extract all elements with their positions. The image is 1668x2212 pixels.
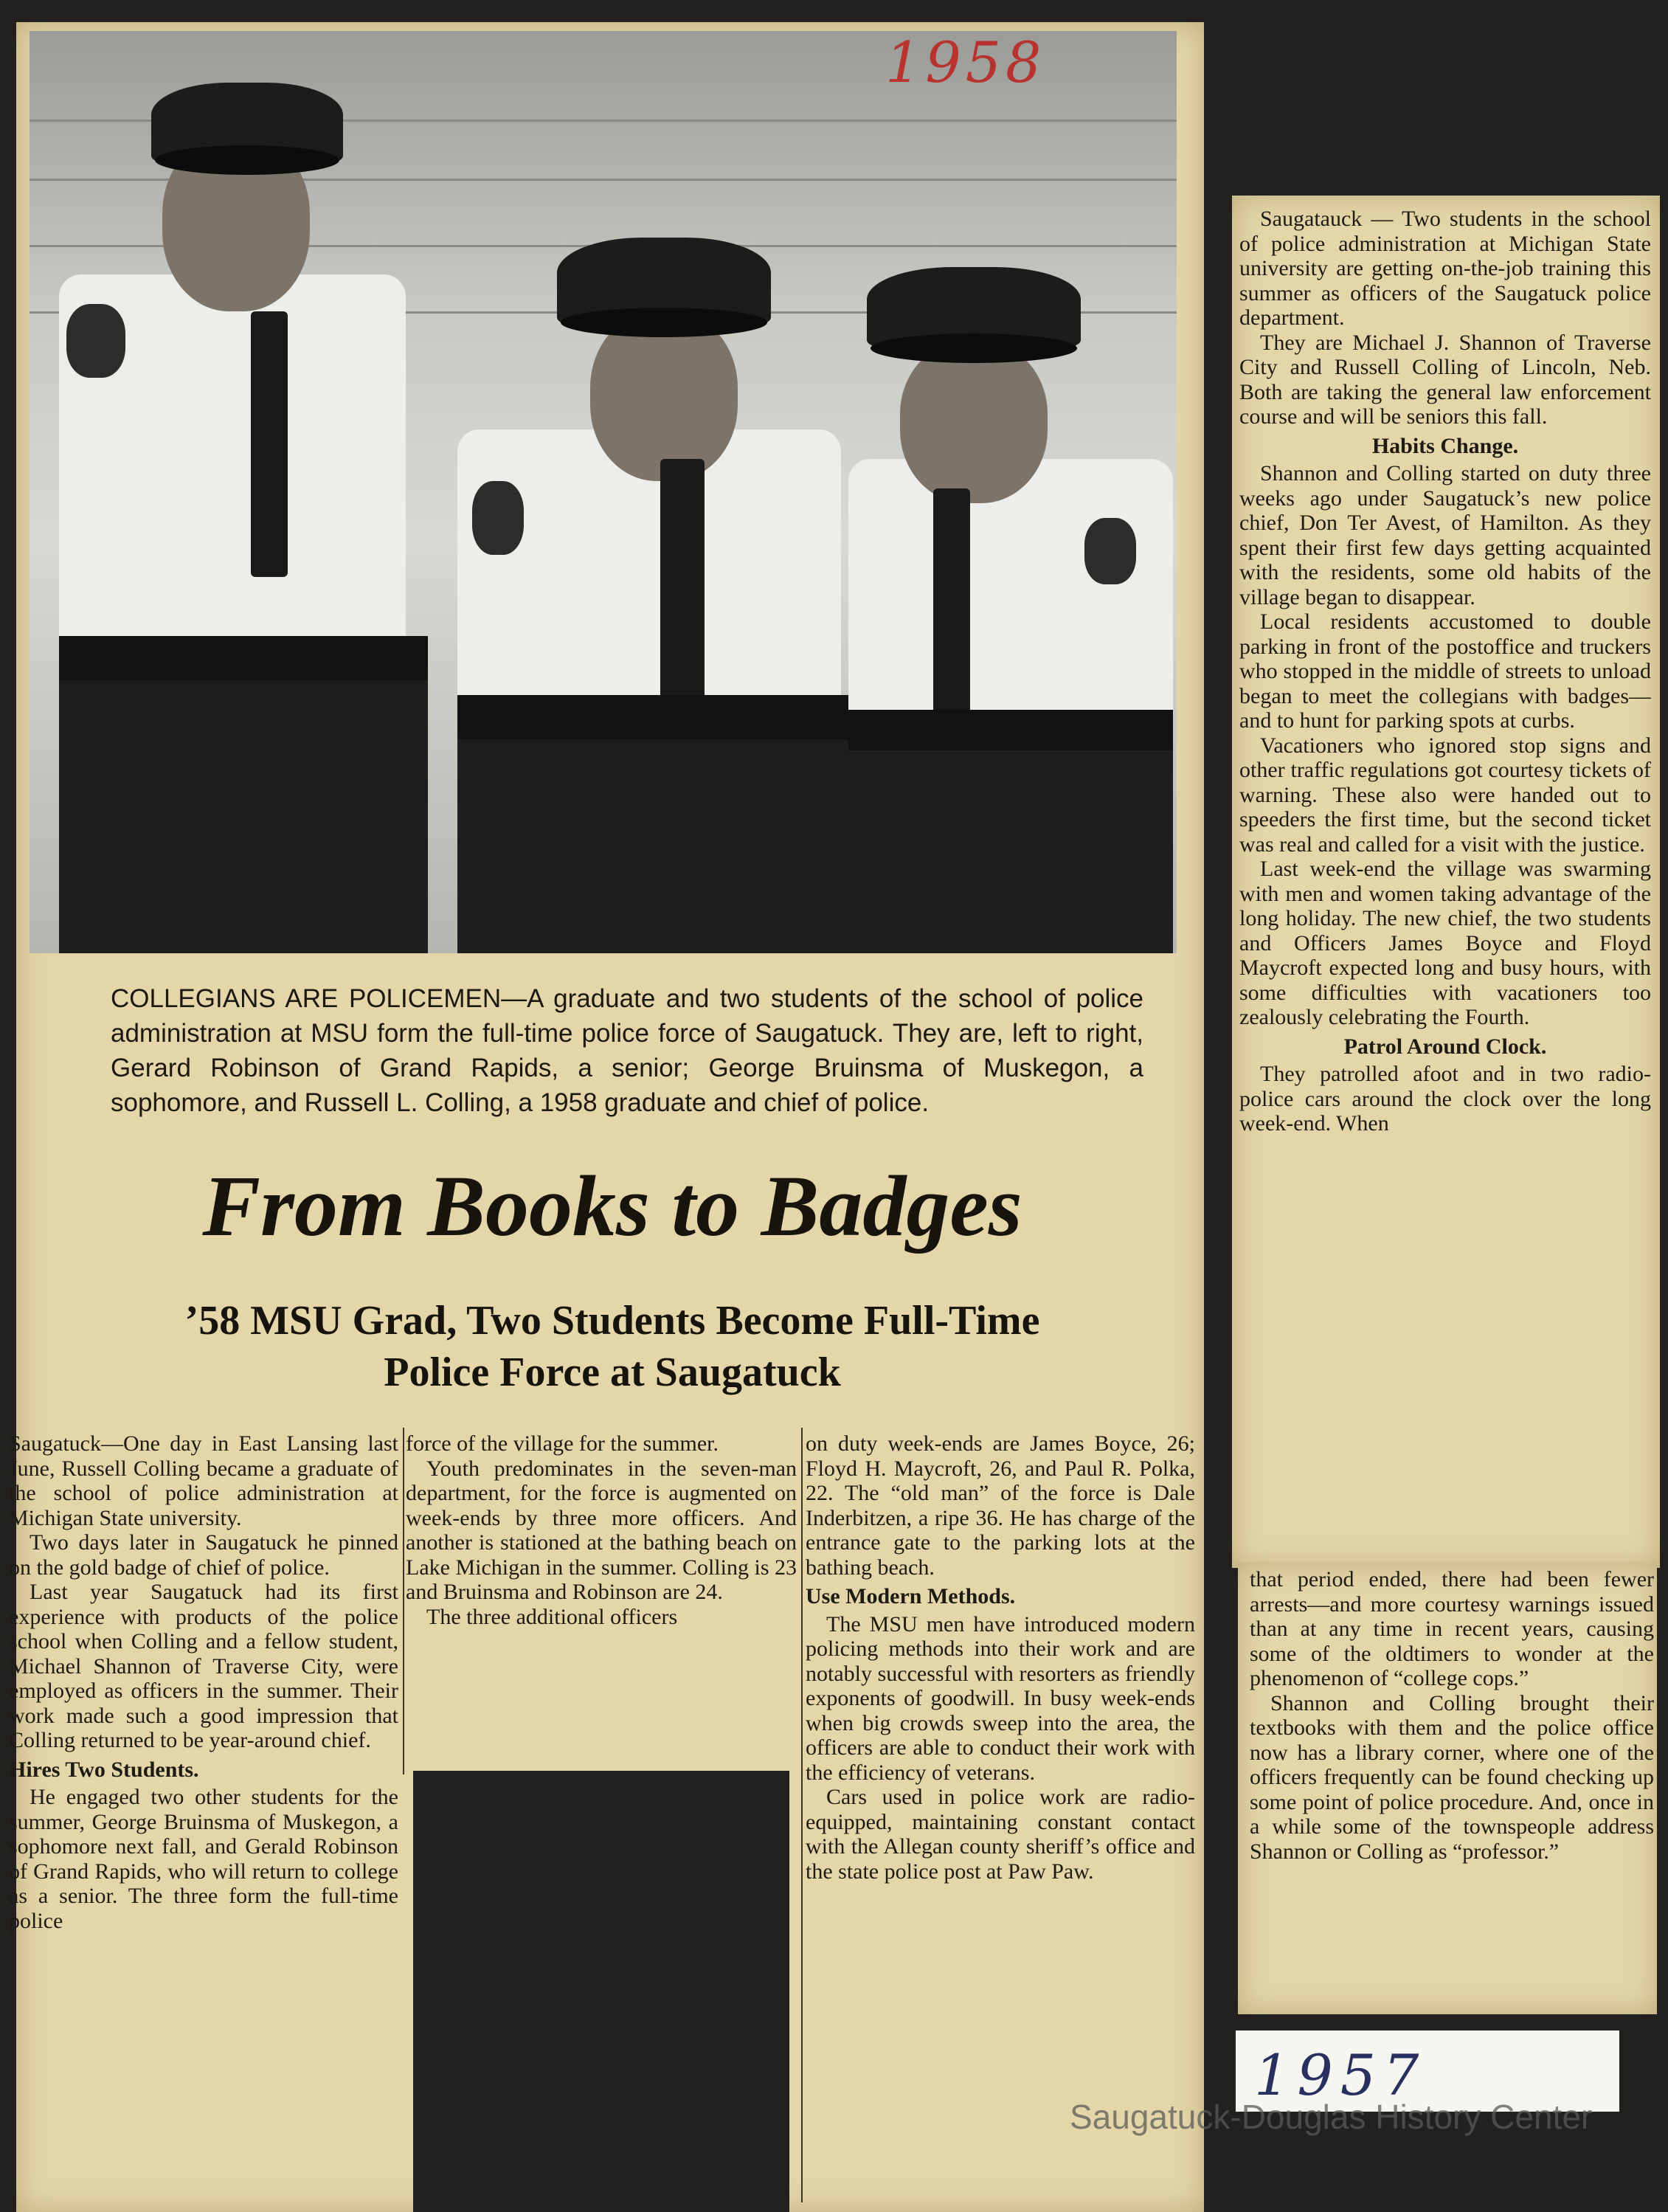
subheadline (44, 1295, 1180, 1398)
paragraph: Last week-end the village was swarming with men and women taking advantage of the long holiday. The new chief, the two students and Officers James Boyce and Floyd Maycroft expected long and busy hours, with some difficulties with vacationers too zealously celebrating the Fourth. (1239, 857, 1651, 1029)
paragraph: Shannon and Colling started on duty three weeks ago under Saugatuck’s new police chief, Don Ter Avest, of Hamilton. As they spent their first few days getting acquainted with the residents, some old habits of the village began to disappear. (1239, 461, 1651, 609)
paragraph: Vacationers who ignored stop signs and other traffic regulations got courtesy tickets of warning. These also were handed out to speeders the first time, but the second ticket was real and called for a visit with the justice. (1239, 733, 1651, 857)
paragraph: Cars used in police work are radio-equipped, maintaining constant contact with the Allegan county sheriff’s office and the state police post at Paw Paw. (806, 1785, 1195, 1884)
section-heading: Habits Change. (1371, 433, 1519, 458)
column-rule (801, 1428, 803, 2202)
paragraph: They are Michael J. Shannon of Traverse City and Russell Colling of Lincoln, Neb. Both are taking the general law enforcement course and will be seniors this fall. (1239, 330, 1651, 429)
paragraph: He engaged two other students for the summer, George Bruinsma of Muskegon, a sophomore next fall, and Gerald Robinson of Grand Rapids, who will return to college as a senior. The three form the full-time police (9, 1785, 398, 1933)
side-article-column-2 (1250, 1567, 1654, 2010)
paragraph: that period ended, there had been fewer arrests—and more courtesy warnings issued than at any time in recent years, causing some of the oldtimers to wonder at the phenomenon of “college cops.” (1250, 1567, 1654, 1690)
article-column-3 (806, 1431, 1195, 2199)
paragraph: Two days later in Saugatuck he pinned on the gold badge of chief of police. (9, 1530, 398, 1580)
article-column-2 (406, 1431, 797, 1778)
paragraph: force of the village for the summer. (406, 1431, 719, 1456)
paragraph: The three additional officers (426, 1604, 678, 1629)
subheadline-line-1: ’58 MSU Grad, Two Students Become Full-Time (184, 1298, 1040, 1344)
paragraph: Local residents accustomed to double parking in front of the postoffice and truckers who stopped in the middle of streets to unload began to meet the collegians with badges—and to hunt for parking spots at curbs. (1239, 609, 1651, 733)
side-article-column-1 (1239, 207, 1651, 1557)
photo-caption: COLLEGIANS ARE POLICEMEN—A graduate and two students of the school of police administration at MSU form the full-time police force of Saugatuck. They are, left to right, Gerard Robinson of Grand Rapids, a senior; George Bruinsma of Muskegon, a sophomore, and Russell L. Colling, a 1958 graduate and chief of police. (111, 984, 1143, 1117)
paragraph: Shannon and Colling brought their textbooks with them and the police office now has a library corner, where one of the officers frequently can be found checking up some point of police procedure. And, once in a while some of the townspeople address Shannon or Colling as “professor.” (1250, 1690, 1654, 1864)
paragraph: The MSU men have introduced modern policing methods into their work and are notably successful with resorters as friendly exponents of goodwill. In busy week-ends when big crowds sweep into the area, the officers are able to conduct their work with the efficiency of veterans. (806, 1611, 1195, 1785)
handwritten-year-1958: 1958 (885, 30, 1046, 95)
section-heading: Use Modern Methods. (806, 1584, 1016, 1608)
officers-photo (30, 31, 1177, 953)
subheadline-line-2: Police Force at Saugatuck (384, 1349, 841, 1395)
column-rule (403, 1428, 404, 1774)
paragraph: Youth predominates in the seven-man department, for the force is augmented on week-ends by three more officers. And another is stationed at the bathing beach on Lake Michigan in the summer. Colling is 23 and Bruinsma and Robinson are 24. (406, 1456, 797, 1604)
paragraph: They patrolled afoot and in two radio-police cars around the clock over the long week-end. When (1239, 1062, 1651, 1136)
paragraph: Saugatauck — Two students in the school of police administration at Michigan State university are getting on-the-job training this summer as officers of the Saugatuck police department. (1239, 207, 1651, 330)
article-column-1 (9, 1431, 398, 2208)
paragraph: Saugatuck—One day in East Lansing last June, Russell Colling became a graduate of the school of police administration at Michigan State university. (9, 1431, 398, 1530)
section-heading: Hires Two Students. (9, 1757, 199, 1782)
clipping-notch (413, 1771, 789, 2212)
paragraph: Last year Saugatuck had its first experience with products of the police school when Colling and a fellow student, Michael Shannon of Traverse City, were employed as officers in the summer. Their work made such a good impression that Colling returned to be year-around chief. (9, 1580, 398, 1752)
headline: From Books to Badges (202, 1158, 1022, 1254)
handwritten-year-1957: 1957 (1254, 2042, 1427, 2108)
paragraph: on duty week-ends are James Boyce, 26; Floyd H. Maycroft, 26, and Paul R. Polka, 22. The “old man” of the force is Dale Inderbitzen, a ripe 36. He has charge of the entrance gate to the parking lots at the bathing beach. (806, 1431, 1195, 1580)
watermark: Saugatuck-Douglas History Center (1070, 2098, 1593, 2136)
section-heading: Patrol Around Clock. (1343, 1034, 1547, 1059)
